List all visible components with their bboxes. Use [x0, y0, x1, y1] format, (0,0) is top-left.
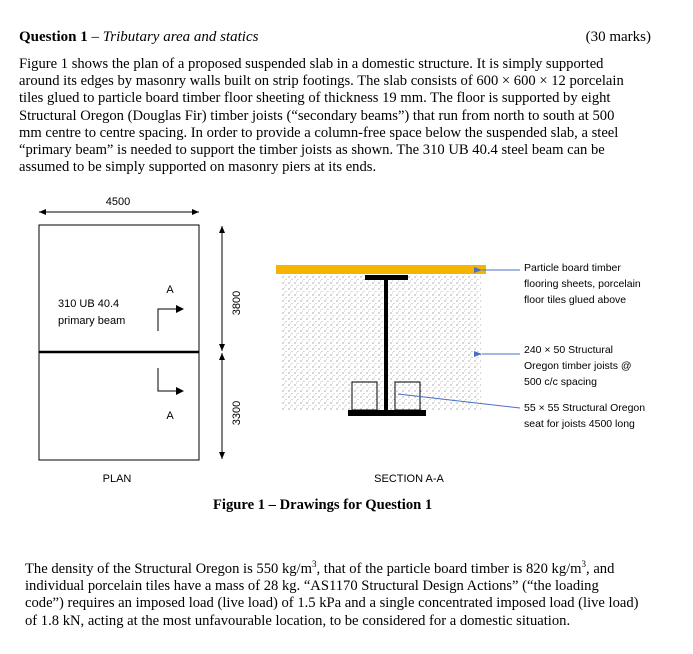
- section-caption: SECTION A-A: [374, 473, 444, 485]
- density-paragraph: [25, 561, 640, 630]
- note-seat: [524, 402, 645, 430]
- section-mark-bottom-label: A: [166, 410, 174, 422]
- plan-view: [39, 196, 243, 485]
- note-flooring: [524, 262, 641, 306]
- figure-caption-text: Figure 1 – Drawings for Question 1: [213, 497, 433, 513]
- heading-dash: –: [87, 29, 103, 45]
- note-joist-line2: Oregon timber joists @: [524, 360, 632, 372]
- note-joist-line3: 500 c/c spacing: [524, 376, 597, 388]
- note-flooring-line1: Particle board timber: [524, 262, 621, 274]
- density-sup1: 3: [311, 559, 317, 570]
- dim-top-label: 3800: [231, 290, 243, 316]
- section-mark-top-label: A: [166, 284, 174, 296]
- question-title: Tributary area and statics: [102, 29, 259, 45]
- note-flooring-line2: flooring sheets, porcelain: [524, 278, 641, 290]
- density-part2: , that of the particle board timber is 820 kg/m: [316, 561, 582, 577]
- intro-paragraph: Figure 1 shows the plan of a proposed suspended slab in a domestic structure. It is simply supported around its edges by masonry walls built on strip footings. The slab consists of 600 × 600 × 12 porcelain tiles glued to particle board timber floor sheeting of thickness 19 mm. The floor is supported by eight Structural Oregon (Douglas Fir) timber joists (“secondary beams”) that run from north to south at 500 mm centre to centre spacing. In order to provide a column-free space below the suspended slab, a steel “primary beam” is needed to support the timber joists as shown. The 310 UB 40.4 steel beam can be assumed to be simply supported on masonry piers at its ends.: [19, 56, 624, 176]
- note-seat-line1: 55 × 55 Structural Oregon: [524, 402, 646, 414]
- joist-seat-left: [352, 382, 377, 410]
- density-sup2: 3: [581, 559, 587, 570]
- slab-outline: [39, 225, 199, 460]
- note-seat-line2: seat for joists 4500 long: [524, 418, 635, 430]
- note-joist: [524, 344, 632, 388]
- density-part3: , and individual porcelain tiles have a mass of 28 kg. “AS1170 Structural Design Actions” (“the loading code”) requires an imposed load (live load) of 1.5 kPa and a single concentrated imposed load (live load) of 1.8 kN, acting at the most unfavourable location, to be considered for a domestic situation.: [25, 561, 639, 629]
- section-view: [276, 262, 645, 485]
- dim-bottom-label: 3300: [231, 400, 243, 426]
- note-flooring-line3: floor tiles glued above: [524, 294, 627, 306]
- ibeam-bottom-flange: [348, 410, 426, 416]
- timber-joist: [281, 275, 481, 410]
- plan-caption: PLAN: [102, 473, 132, 485]
- question-marks: (30 marks): [585, 29, 651, 45]
- beam-label-line2: primary beam: [58, 315, 126, 327]
- density-part1: The density of the Structural Oregon is 550 kg/m: [25, 561, 312, 577]
- beam-label-line1: 310 UB 40.4: [58, 298, 120, 310]
- ibeam-top-flange: [365, 275, 408, 280]
- question-number: Question 1: [19, 29, 88, 45]
- width-dimension-label: 4500: [105, 196, 131, 208]
- ibeam-web: [384, 280, 388, 410]
- note-joist-line1: 240 × 50 Structural: [524, 344, 614, 356]
- flooring-sheet: [276, 265, 486, 274]
